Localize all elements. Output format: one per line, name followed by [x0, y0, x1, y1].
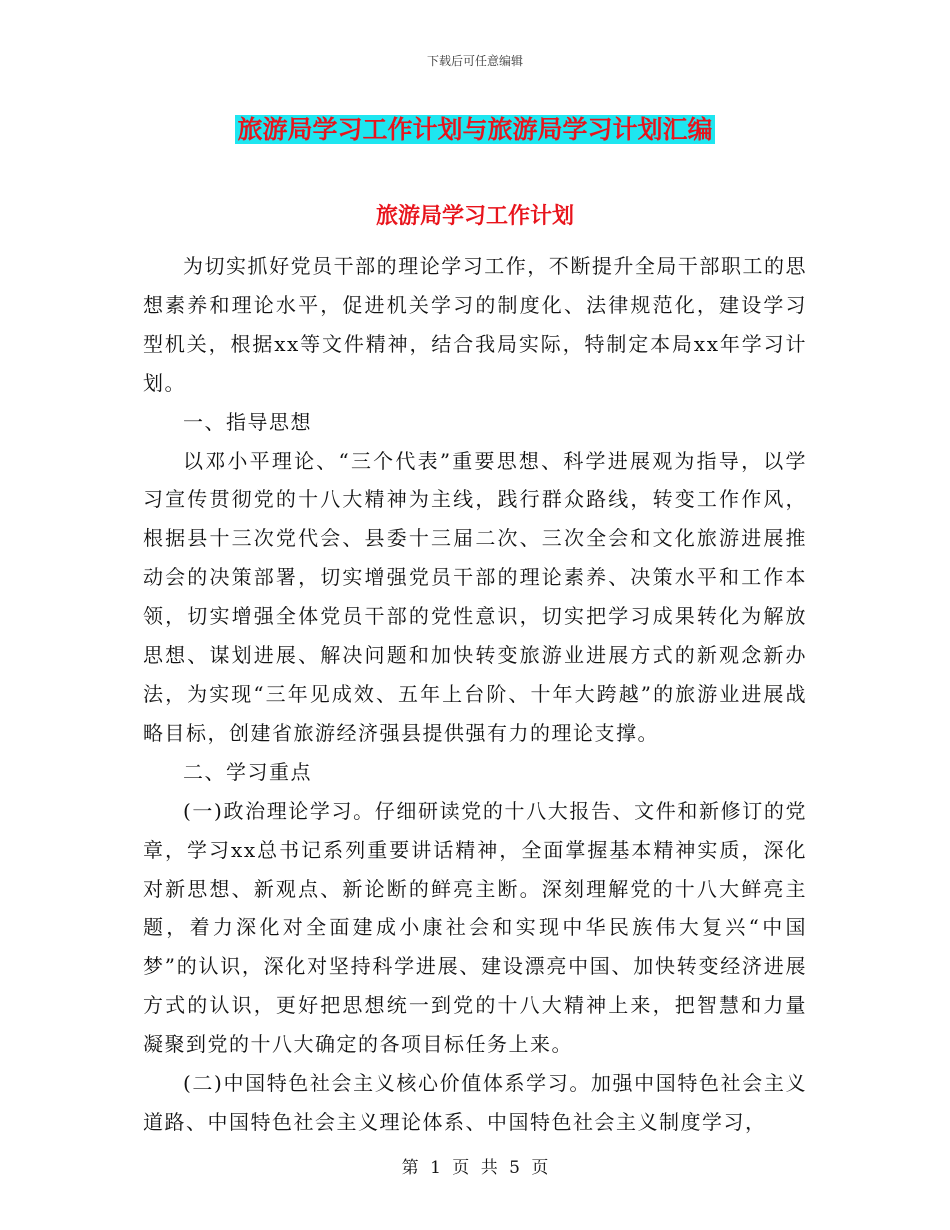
- heading-guiding-ideology: 一、指导思想: [183, 409, 312, 434]
- section-title: 旅游局学习工作计划: [375, 204, 574, 229]
- document-title-text: 旅游局学习工作计划与旅游局学习计划汇编: [237, 115, 713, 144]
- page-footer: 第 1 页 共 5 页: [401, 1158, 549, 1178]
- paragraph-political-theory: (一)政治理论学习。仔细研读党的十八大报告、文件和新修订的党章，学习xx总书记系列重要讲话精神，全面掌握基本精神实质，深化对新思想、新观点、新论断的鲜亮主断。深刻理解党的十八大鲜亮主题，着力深化对全面建成小康社会和实现中华民族伟大复兴“中国梦”的认识，深化对坚持科学进展、建设漂亮中国、加快转变经济进展方式的认识，更好把思想统一到党的十八大精神上来，把智慧和力量凝聚到党的十八大确定的各项目标任务上来。: [143, 798, 807, 1057]
- header-note: 下载后可任意编辑: [426, 54, 523, 68]
- document-title: [0, 112, 950, 148]
- paragraph-core-values: (二)中国特色社会主义核心价值体系学习。加强中国特色社会主义道路、中国特色社会主义理论体系、中国特色社会主义制度学习，: [143, 1071, 807, 1134]
- document-body: [143, 247, 807, 1142]
- paragraph-guiding-ideology: 以邓小平理论、“三个代表”重要思想、科学进展观为指导，以学习宣传贯彻党的十八大精神为主线，践行群众路线，转变工作作风，根据县十三次党代会、县委十三届二次、三次全会和文化旅游进展推动会的决策部署，切实增强党员干部的理论素养、决策水平和工作本领，切实增强全体党员干部的党性意识，切实把学习成果转化为解放思想、谋划进展、解决问题和加快转变旅游业进展方式的新观念新办法，为实现“三年见成效、五年上台阶、十年大跨越”的旅游业进展战略目标，创建省旅游经济强县提供强有力的理论支撑。: [143, 448, 807, 745]
- paragraph-intro: 为切实抓好党员干部的理论学习工作，不断提升全局干部职工的思想素养和理论水平，促进机关学习的制度化、法律规范化，建设学习型机关，根据xx等文件精神，结合我局实际，特制定本局xx年学习计划。: [143, 254, 807, 395]
- heading-study-focus: 二、学习重点: [183, 759, 312, 784]
